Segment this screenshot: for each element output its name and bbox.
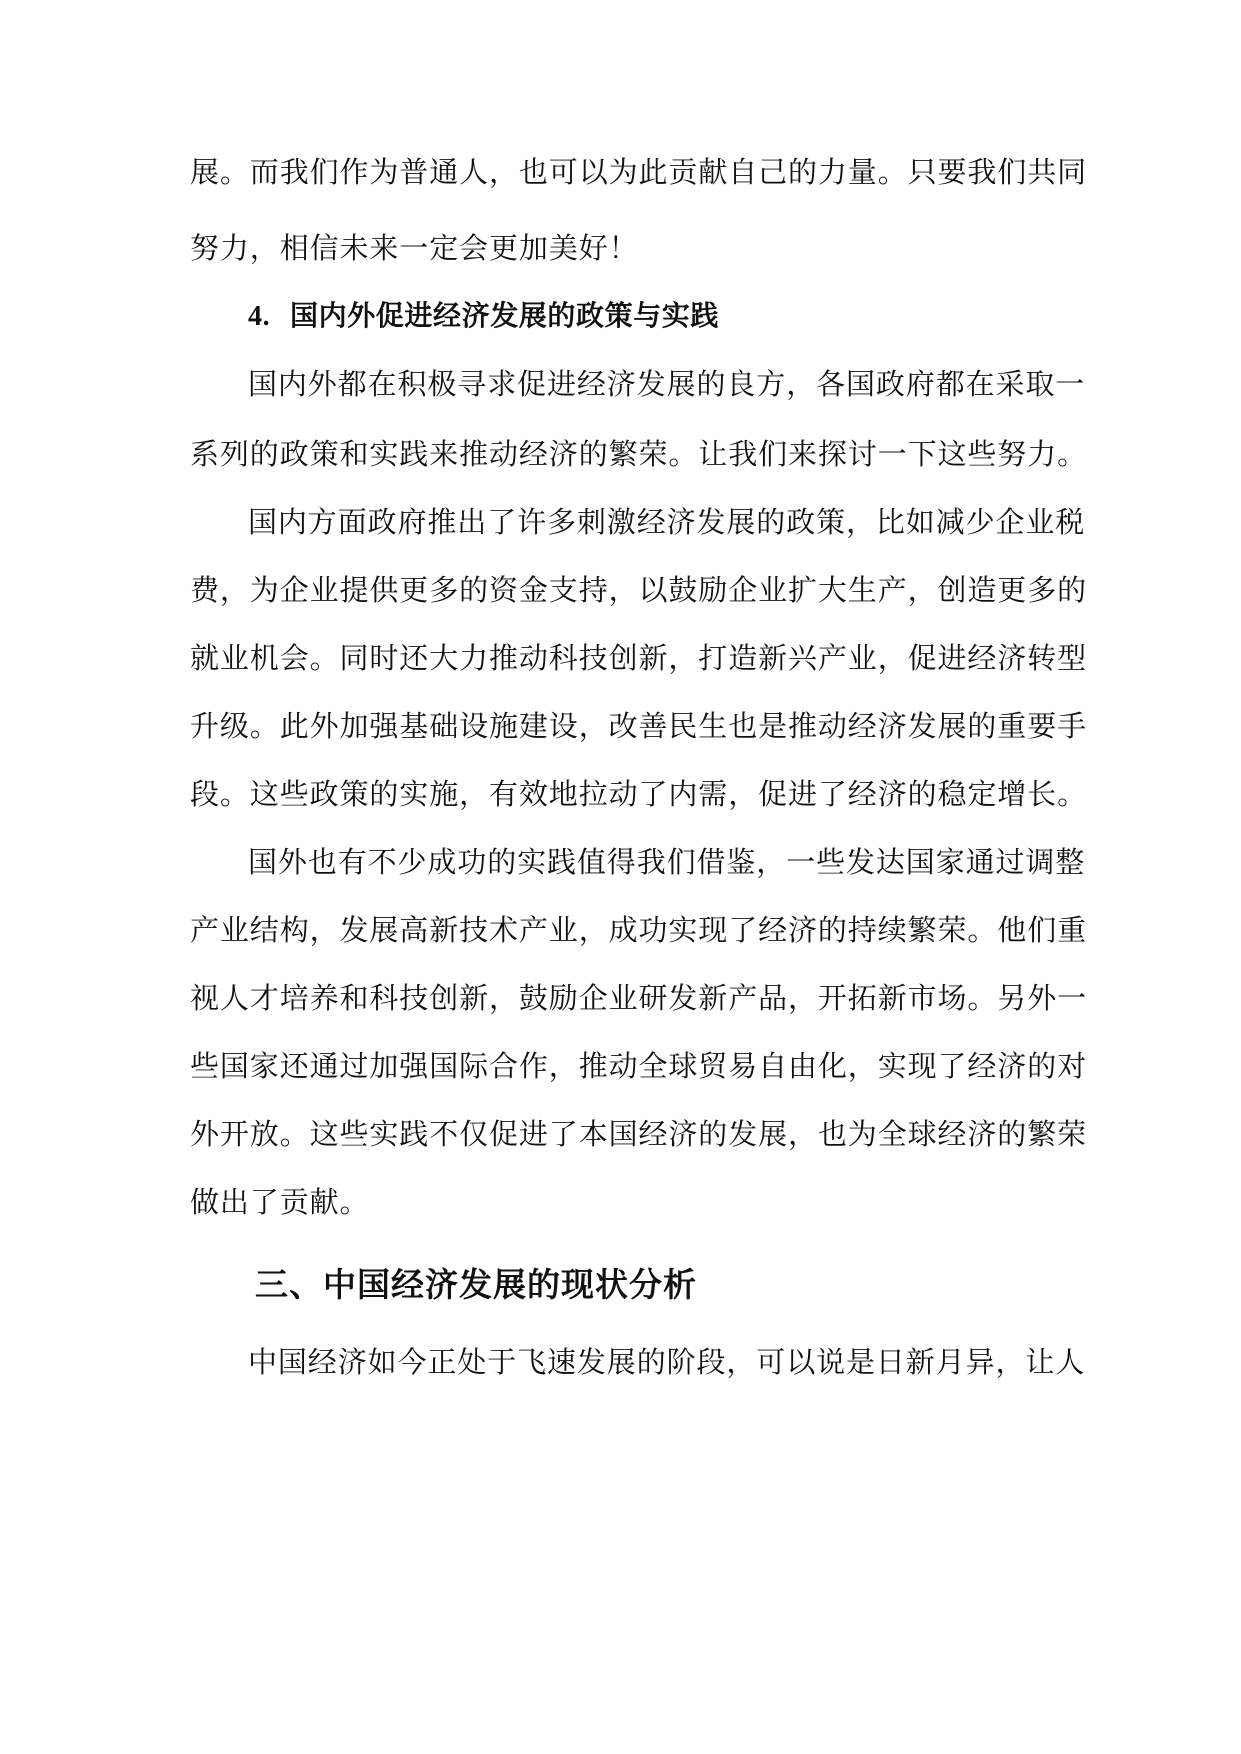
body-text-line: 做出了贡献。 bbox=[190, 1185, 370, 1219]
section-heading-three: 三、中国经济发展的现状分析 bbox=[255, 1265, 697, 1304]
body-text-line: 段。这些政策的实施，有效地拉动了内需，促进了经济的稳定增长。 bbox=[190, 777, 1088, 811]
body-text-line: 费，为企业提供更多的资金支持，以鼓励企业扩大生产，创造更多的 bbox=[190, 573, 1088, 607]
body-text-line: 努力，相信未来一定会更加美好！ bbox=[190, 231, 639, 265]
body-text-line: 产业结构，发展高新技术产业，成功实现了经济的持续繁荣。他们重 bbox=[190, 913, 1088, 947]
body-text-line: 展。而我们作为普通人，也可以为此贡献自己的力量。只要我们共同 bbox=[190, 155, 1088, 189]
section-number: 4. bbox=[248, 301, 271, 332]
body-text-line: 系列的政策和实践来推动经济的繁荣。让我们来探讨一下这些努力。 bbox=[190, 437, 1088, 471]
body-text-line: 些国家还通过加强国际合作，推动全球贸易自由化，实现了经济的对 bbox=[190, 1049, 1088, 1083]
section-heading-4 bbox=[248, 294, 719, 338]
body-text-line: 就业机会。同时还大力推动科技创新，打造新兴产业，促进经济转型 bbox=[190, 641, 1088, 675]
body-text-line: 国内方面政府推出了许多刺激经济发展的政策，比如减少企业税 bbox=[248, 505, 1086, 539]
body-text-line: 外开放。这些实践不仅促进了本国经济的发展，也为全球经济的繁荣 bbox=[190, 1117, 1088, 1151]
body-text-line: 升级。此外加强基础设施建设，改善民生也是推动经济发展的重要手 bbox=[190, 709, 1088, 743]
section-title: 国内外促进经济发展的政策与实践 bbox=[290, 299, 720, 332]
body-text-line: 国内外都在积极寻求促进经济发展的良方，各国政府都在采取一 bbox=[248, 367, 1086, 401]
body-text-line: 国外也有不少成功的实践值得我们借鉴，一些发达国家通过调整 bbox=[248, 845, 1086, 879]
body-text-line: 视人才培养和科技创新，鼓励企业研发新产品，开拓新市场。另外一 bbox=[190, 981, 1088, 1015]
body-text-line: 中国经济如今正处于飞速发展的阶段，可以说是日新月异，让人 bbox=[248, 1345, 1086, 1379]
